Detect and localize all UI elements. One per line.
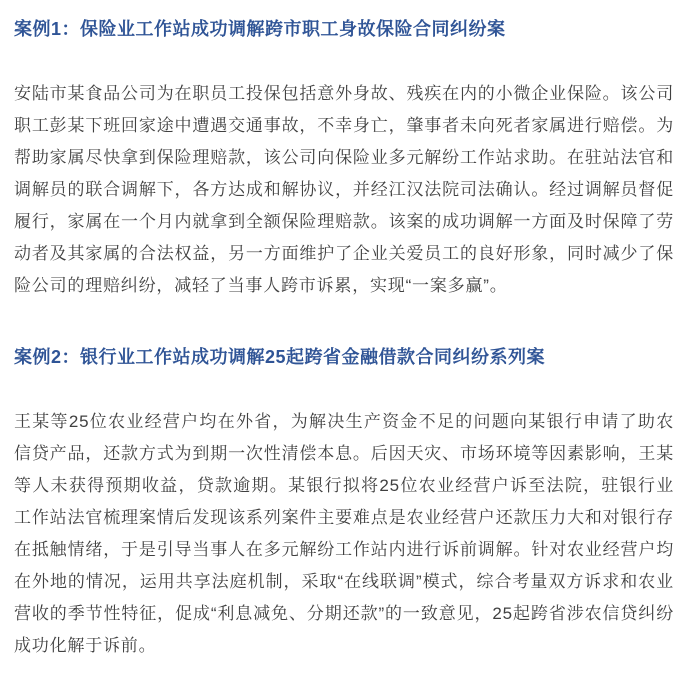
case-2-title: 案例2：银行业工作站成功调解25起跨省金融借款合同纠纷系列案 — [14, 347, 546, 367]
case-1-title: 案例1：保险业工作站成功调解跨市职工身故保险合同纠纷案 — [14, 19, 506, 39]
case-2-body: 王某等25位农业经营户均在外省，为解决生产资金不足的问题向某银行申请了助农信贷产品，还款方式为到期一次性清偿本息。后因天灾、市场环境等因素影响，王某等人未获得预期收益，贷款逾期。某银行拟将25位农业经营户诉至法院，驻银行业工作站法官梳理案情后发现该系列案件主要难点是农业经营户还款压力大和对银行存在抵触情绪，于是引导当事人在多元解纷工作站内进行诉前调解。针对农业经营户均在外地的情况，运用共享法庭机制，采取“在线联调”模式，综合考量双方诉求和农业营收的季节性特征，促成“利息减免、分期还款”的一致意见，25起跨省涉农信贷纠纷成功化解于诉前。 — [14, 412, 674, 655]
case-section-1 — [14, 18, 674, 302]
case-section-2 — [14, 346, 674, 662]
case-1-body: 安陆市某食品公司为在职员工投保包括意外身故、残疾在内的小微企业保险。该公司职工彭某下班回家途中遭遇交通事故，不幸身亡，肇事者未向死者家属进行赔偿。为帮助家属尽快拿到保险理赔款，该公司向保险业多元解纷工作站求助。在驻站法官和调解员的联合调解下，各方达成和解协议，并经江汉法院司法确认。经过调解员督促履行，家属在一个月内就拿到全额保险理赔款。该案的成功调解一方面及时保障了劳动者及其家属的合法权益，另一方面维护了企业关爱员工的良好形象，同时减少了保险公司的理赔纠纷，减轻了当事人跨市诉累，实现“一案多赢”。 — [14, 84, 674, 295]
